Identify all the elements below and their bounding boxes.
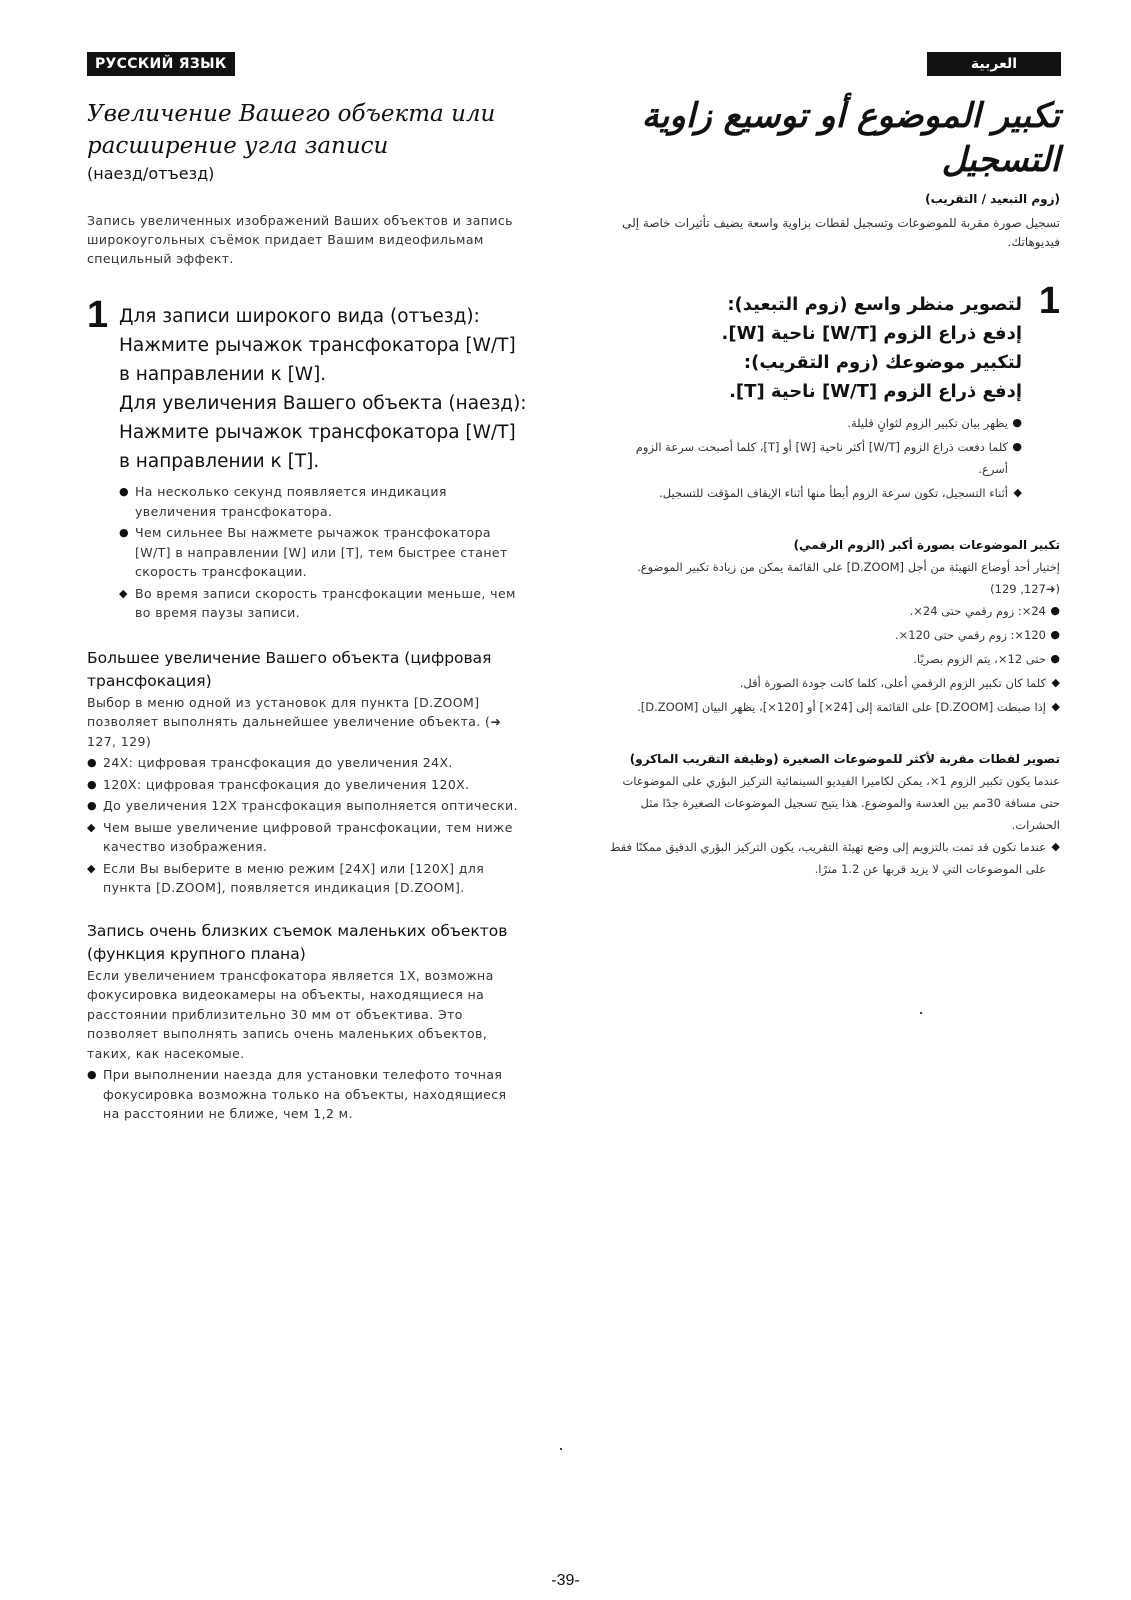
macro-notes [605,836,1060,880]
note-text: 24×: زوم رقمي حتى 24×. [909,604,1046,618]
section-heading-digital-zoom: تكبير الموضوعات بصورة أكبر (الزوم الرقمي) [793,538,1060,552]
note-text: عندما تكون قد تمت بالتزويم إلى وضع تهيئة التقريب، يكون التركيز البؤري الدقيق ممكنًا فقط على الموضوعات التي لا يزيد قربها عن 1.2 مترًا. [609,840,1046,876]
bullet-marker: ● [1012,440,1022,453]
section-body-macro: Если увеличением трансфокатора является 1X, возможна фокусировка видеокамеры на объекты, находящиеся на расстоянии приблизительно 30 мм от объектива. Это позволяет выполнять запись очень маленьких объектов, таких, как насекомые. [87,967,494,1061]
subtitle-arabic: (زوم التبعيد / التقريب) [925,192,1060,206]
note-text: Чем сильнее Вы нажмете рычажок трансфокатора [W/T] в направлении [W] или [T], тем быстрее станет скорость трансфокации. [135,525,508,579]
bullet-marker: ● [1050,628,1060,641]
intro-paragraph-arabic: تسجيل صورة مقربة للموضوعات وتسجيل لقطات بزاوية واسعة يضيف تأثيرات خاصة إلى فيديوهاتك. [622,216,1060,249]
bullet-marker: ● [87,777,97,791]
bullet-marker: ● [119,485,129,498]
page-title-russian [87,98,527,162]
section-heading-macro: تصوير لقطات مقربة لأكثر للموضوعات الصغيرة (وظيفة التقريب الماكرو) [629,752,1060,766]
title-line: расширение угла записи [87,133,389,159]
note-text: На несколько секунд появляется индикация увеличения трансфокатора. [135,484,447,519]
step-instruction: Для записи широкого вида (отъезд): [119,306,480,327]
bullet-marker: ● [87,756,97,769]
title-line: تكبير الموضوع أو توسيع زاوية [641,96,1060,136]
bullet-marker: ● [87,799,97,812]
step-1-russian [87,294,527,623]
scan-speck [920,1012,922,1014]
list-item [119,584,527,623]
step-instruction: لتكبير موضوعك (زوم التقريب): [743,352,1022,373]
note-text: 24X: цифровая трансфокация до увеличения 24X. [103,755,453,770]
macro-notes [87,1065,527,1124]
note-text: 120×: زوم رقمي حتى 120×. [894,628,1046,642]
section-body-macro: عندما يكون تكبير الزوم 1×، يمكن لكاميرا الفيديو السينمائية التركيز البؤري على الموضوعات حتى مسافة 30مم بين العدسة والموضوع. هذا يتيح تسجيل الموضوعات الصغيرة جدًا مثل الحشرات. [622,774,1060,832]
list-item [87,796,527,816]
step-instruction: Нажмите рычажок трансфокатора [W/T] [119,335,516,356]
list-item [605,836,1060,880]
note-text: يظهر بيان تكبير الزوم لثوانٍ قليلة. [847,416,1008,430]
note-text: Во время записи скорость трансфокации меньше, чем во время паузы записи. [135,585,516,620]
language-badge-russian: РУССКИЙ ЯЗЫК [87,52,235,76]
list-item [87,753,527,773]
bullet-marker: ● [87,1068,97,1081]
bullet-marker: ◆ [119,586,128,600]
note-text: إذا ضبطت [D.ZOOM] على القائمة إلى [24×] أو [120×]، يظهر البيان [D.ZOOM]. [637,700,1046,714]
page-number: -39- [551,1572,580,1589]
bullet-marker: ◆ [87,820,96,834]
step-instruction: لتصوير منظر واسع (زوم التبعيد): [727,294,1022,315]
note-text: أثناء التسجيل، تكون سرعة الزوم أبطأ منها أثناء الإيقاف المؤقت للتسجيل. [659,486,1008,500]
list-item [605,624,1060,646]
bullet-marker: ● [1050,652,1060,665]
title-line: التسجيل [941,140,1060,180]
step-instruction: в направлении к [W]. [119,364,327,385]
russian-column [87,52,527,1126]
step-instruction: Для увеличения Вашего объекта (наезд): [119,393,527,414]
step-instruction: إدفع ذراع الزوم [W/T] ناحية [W]. [721,323,1022,344]
section-body-digital-zoom: Выбор в меню одной из установок для пункта [D.ZOOM] позволяет выполнять дальнейшее увеличение объекта. (➜ 127, 129) [87,694,502,749]
list-item [605,600,1060,622]
page-title-arabic [605,94,1060,182]
list-item [605,648,1060,670]
bullet-marker: ● [1012,416,1022,429]
list-item [87,775,527,795]
section-heading-macro: Запись очень близких съемок маленьких объектов (функция крупного плана) [87,921,508,963]
subtitle-russian: (наезд/отъезд) [87,164,215,183]
bullet-marker: ◆ [1051,700,1060,713]
step-instruction: в направлении к [T]. [119,451,320,472]
digital-zoom-notes [605,600,1060,718]
list-item [605,696,1060,718]
step-number: 1 [87,294,109,336]
list-item [605,412,1022,434]
list-item [605,436,1022,480]
bullet-marker: ● [1050,604,1060,617]
bullet-marker: ◆ [1013,486,1022,499]
digital-zoom-notes [87,753,527,898]
step-instruction: Нажмите рычажок трансфокатора [W/T] [119,422,516,443]
bullet-marker: ● [119,526,129,539]
list-item [605,672,1060,694]
note-text: Если Вы выберите в меню режим [24X] или [120X] для пункта [D.ZOOM], появляется индикация [D.ZOOM]. [103,860,485,895]
title-line: Увеличение Вашего объекта или [87,101,496,127]
list-item [119,523,527,582]
step-1-arabic [605,280,1060,504]
list-item [87,859,527,898]
intro-paragraph-russian: Запись увеличенных изображений Ваших объектов и запись широкоугольных съёмок придает Вашим видеофильмам специльный эффект. [87,213,513,266]
list-item [605,482,1022,504]
scan-speck [560,1448,562,1450]
arabic-column [605,52,1060,882]
note-text: حتى 12×، يتم الزوم بصريًا. [913,652,1046,666]
language-badge-arabic: العربية [927,52,1061,76]
note-text: Чем выше увеличение цифровой трансфокации, тем ниже качество изображения. [103,819,513,854]
step-notes [605,412,1022,504]
note-text: كلما كان تكبير الزوم الرقمي أعلى، كلما كانت جودة الصورة أقل. [739,676,1046,690]
bullet-marker: ◆ [1051,676,1060,689]
step-number: 1 [1038,280,1060,322]
bullet-marker: ◆ [1051,840,1060,853]
note-text: При выполнении наезда для установки телефото точная фокусировка возможна только на объекты, находящиеся на расстоянии не ближе, чем 1,2 м. [103,1067,507,1121]
list-item [119,482,527,521]
note-text: 120X: цифровая трансфокация до увеличения 120X. [103,776,470,792]
step-notes [119,482,527,623]
note-text: كلما دفعت ذراع الزوم [W/T] أكثر ناحية [W] أو [T]، كلما أصبحت سرعة الزوم أسرع. [635,440,1008,476]
bullet-marker: ◆ [87,861,96,875]
section-body-digital-zoom: إختيار أحد أوضاع التهيئة من أجل [D.ZOOM] على القائمة يمكن من زيادة تكبير الموضوع. (➜127, 129) [637,560,1060,596]
list-item [87,818,527,857]
list-item [87,1065,527,1124]
section-heading-digital-zoom: Большее увеличение Вашего объекта (цифровая трансфокация) [87,648,492,690]
step-instruction: إدفع ذراع الزوم [W/T] ناحية [T]. [729,381,1022,402]
note-text: До увеличения 12X трансфокация выполняется оптически. [103,798,518,813]
